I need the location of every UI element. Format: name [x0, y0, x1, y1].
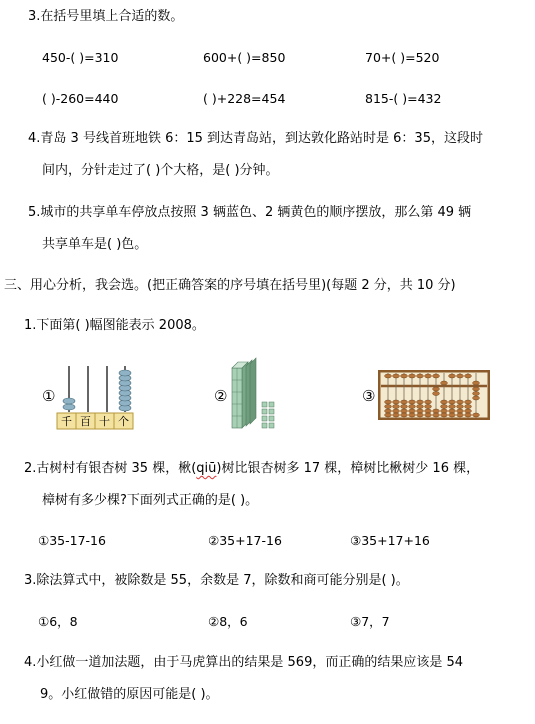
c2-option-2: ②35+17-16 [208, 533, 282, 548]
abacus-image [378, 370, 490, 420]
counting-frame-image [55, 362, 135, 432]
label-qian: 千 [61, 415, 72, 428]
label-bai: 百 [80, 415, 91, 428]
q5-line-1: 5.城市的共享单车停放点按照 3 辆蓝色、2 辆黄色的顺序摆放，那么第 49 辆 [28, 205, 472, 220]
c3-option-3: ③7，7 [350, 614, 390, 629]
label-ge: 个 [118, 415, 129, 428]
c2-option-3: ③35+17+16 [350, 533, 430, 548]
c4-line-2: 9。小红做错的原因可能是( )。 [40, 687, 219, 702]
q3-eq-2: 600+( )=850 [203, 50, 286, 65]
pinyin-qiu: qiū [196, 461, 217, 476]
c2-line-1: 2.古树村有银杏树 35 棵，楸(qiū)树比银杏树多 17 棵，樟树比楸树少 16 棵， [24, 461, 480, 476]
c3-option-1: ①6，8 [38, 614, 78, 629]
q3-eq-3: 70+( )=520 [365, 50, 440, 65]
c2-option-1: ①35-17-16 [38, 533, 106, 548]
q3-eq-4: ( )-260=440 [42, 91, 119, 106]
q4-line-1: 4.青岛 3 号线首班地铁 6：15 到达青岛站，到达敦化路站时是 6：35，这段时 [28, 131, 483, 146]
c1-title: 1.下面第( )幅图能表示 2008。 [24, 318, 205, 333]
q3-eq-6: 815-( )=432 [365, 91, 442, 106]
q3-eq-1: 450-( )=310 [42, 50, 119, 65]
marker-2: ② [214, 387, 228, 405]
c3-line-1: 3.除法算式中，被除数是 55，余数是 7，除数和商可能分别是( )。 [24, 573, 409, 588]
base-ten-blocks-image [228, 356, 288, 436]
q5-line-2: 共享单车是( )色。 [42, 237, 148, 252]
marker-1: ① [42, 387, 56, 405]
marker-3: ③ [362, 387, 376, 405]
q4-line-2: 间内，分针走过了( )个大格，是( )分钟。 [42, 163, 279, 178]
c2-line-2: 樟树有多少棵?下面列式正确的是( )。 [42, 493, 259, 508]
c3-option-2: ②8，6 [208, 614, 248, 629]
q3-eq-5: ( )+228=454 [203, 91, 286, 106]
label-shi: 十 [99, 415, 110, 428]
c4-line-1: 4.小红做一道加法题，由于马虎算出的结果是 569，而正确的结果应该是 54 [24, 655, 464, 670]
section-title: 三、用心分析，我会选。(把正确答案的序号填在括号里)(每题 2 分，共 10 分) [4, 278, 456, 293]
q3-title: 3.在括号里填上合适的数。 [28, 9, 184, 24]
